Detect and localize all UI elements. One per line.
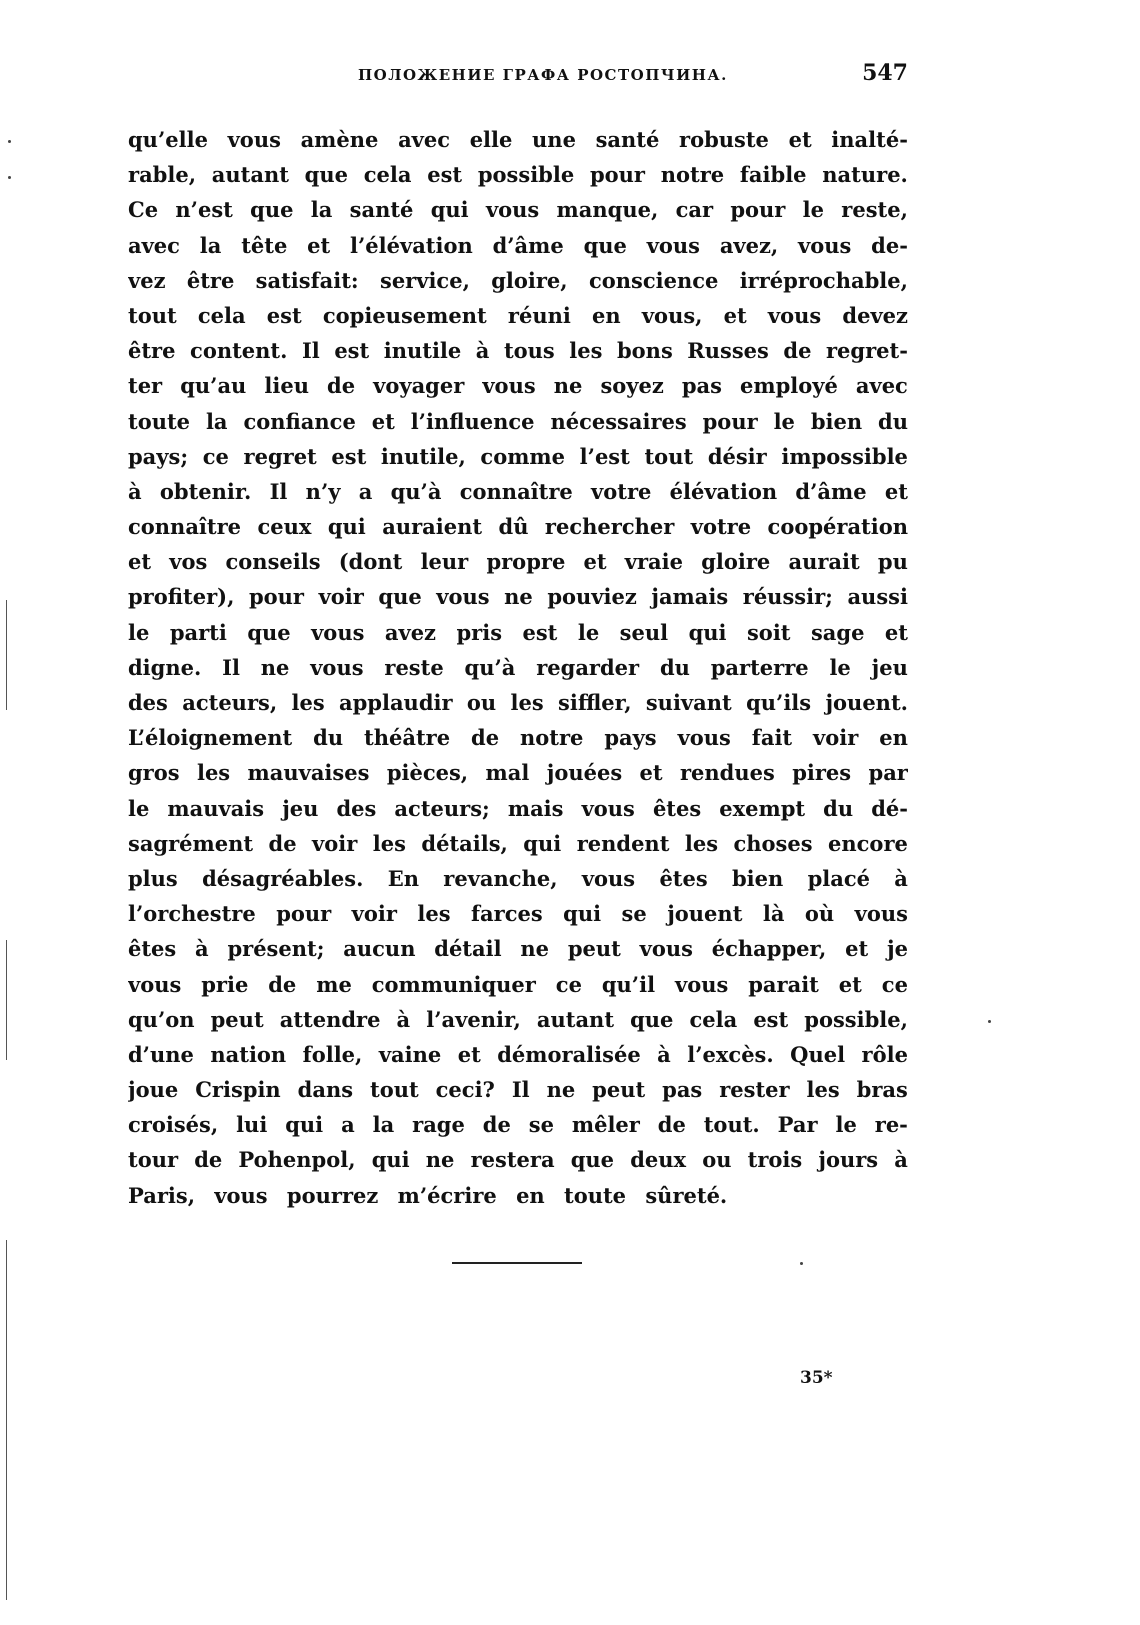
text-line: sagrément de voir les détails, qui rendent les choses encore bbox=[128, 830, 908, 856]
scan-edge-line bbox=[6, 1240, 7, 1600]
text-line: qu’elle vous amène avec elle une santé robuste et inalté- bbox=[128, 127, 908, 152]
scan-speck bbox=[988, 1020, 991, 1023]
text-line: rable, autant que cela est possible pour notre faible nature. bbox=[128, 162, 908, 188]
text-line: profiter), pour voir que vous ne pouviez jamais réussir; aussi bbox=[128, 584, 908, 610]
text-line: le mauvais jeu des acteurs; mais vous êtes exempt du dé- bbox=[128, 795, 908, 821]
scan-speck bbox=[8, 176, 11, 179]
text-line: toute la confiance et l’influence nécessaires pour le bien du bbox=[128, 408, 908, 434]
text-line: L’éloignement du théâtre de notre pays vous fait voir en bbox=[128, 725, 908, 751]
section-end-rule bbox=[452, 1262, 582, 1264]
text-line: vous prie de me communiquer ce qu’il vous parait et ce bbox=[128, 971, 908, 997]
text-line: plus désagréables. En revanche, vous êtes bien placé à bbox=[128, 865, 908, 891]
scan-edge-line bbox=[6, 940, 7, 1060]
text-line: vez être satisfait: service, gloire, conscience irréprochable, bbox=[128, 267, 908, 293]
running-head bbox=[128, 60, 908, 90]
text-line: d’une nation folle, vaine et démoralisée à l’excès. Quel rôle bbox=[128, 1041, 908, 1067]
scan-speck bbox=[8, 140, 11, 143]
text-line: avec la tête et l’élévation d’âme que vous avez, vous de- bbox=[128, 232, 908, 258]
scan-edge-line bbox=[6, 600, 7, 710]
text-line: et vos conseils (dont leur propre et vraie gloire aurait pu bbox=[128, 549, 908, 575]
scan-speck bbox=[800, 1262, 803, 1265]
text-line: pays; ce regret est inutile, comme l’est tout désir impossible bbox=[128, 443, 908, 469]
text-line: ter qu’au lieu de voyager vous ne soyez pas employé avec bbox=[128, 373, 908, 399]
text-line: gros les mauvaises pièces, mal jouées et rendues pires par bbox=[128, 760, 908, 786]
running-title: ПОЛОЖЕНИЕ ГРАФА РОСТОПЧИНА. bbox=[358, 66, 728, 84]
text-line: Paris, vous pourrez m’écrire en toute sûreté. bbox=[128, 1182, 728, 1208]
page-number: 547 bbox=[862, 60, 908, 86]
text-line: connaître ceux qui auraient dû rechercher votre coopération bbox=[128, 514, 908, 540]
text-line: le parti que vous avez pris est le seul qui soit sage et bbox=[128, 619, 908, 645]
text-line: Ce n’est que la santé qui vous manque, car pour le reste, bbox=[128, 197, 908, 223]
text-line: des acteurs, les applaudir ou les siffler, suivant qu’ils jouent. bbox=[128, 690, 908, 715]
text-line: l’orchestre pour voir les farces qui se jouent là où vous bbox=[128, 901, 908, 927]
text-line: croisés, lui qui a la rage de se mêler de tout. Par le re- bbox=[128, 1112, 908, 1138]
text-line: tout cela est copieusement réuni en vous, et vous devez bbox=[128, 302, 908, 328]
text-line: qu’on peut attendre à l’avenir, autant que cela est possible, bbox=[128, 1006, 908, 1032]
text-line: être content. Il est inutile à tous les bons Russes de regret- bbox=[128, 338, 908, 364]
text-line: à obtenir. Il n’y a qu’à connaître votre élévation d’âme et bbox=[128, 478, 908, 504]
signature-mark: 35* bbox=[800, 1368, 833, 1388]
text-line: tour de Pohenpol, qui ne restera que deux ou trois jours à bbox=[128, 1147, 908, 1173]
body-text bbox=[128, 122, 908, 1213]
text-line: êtes à présent; aucun détail ne peut vous échapper, et je bbox=[128, 936, 908, 962]
text-line: digne. Il ne vous reste qu’à regarder du parterre le jeu bbox=[128, 654, 908, 680]
text-line: joue Crispin dans tout ceci? Il ne peut pas rester les bras bbox=[128, 1077, 908, 1103]
